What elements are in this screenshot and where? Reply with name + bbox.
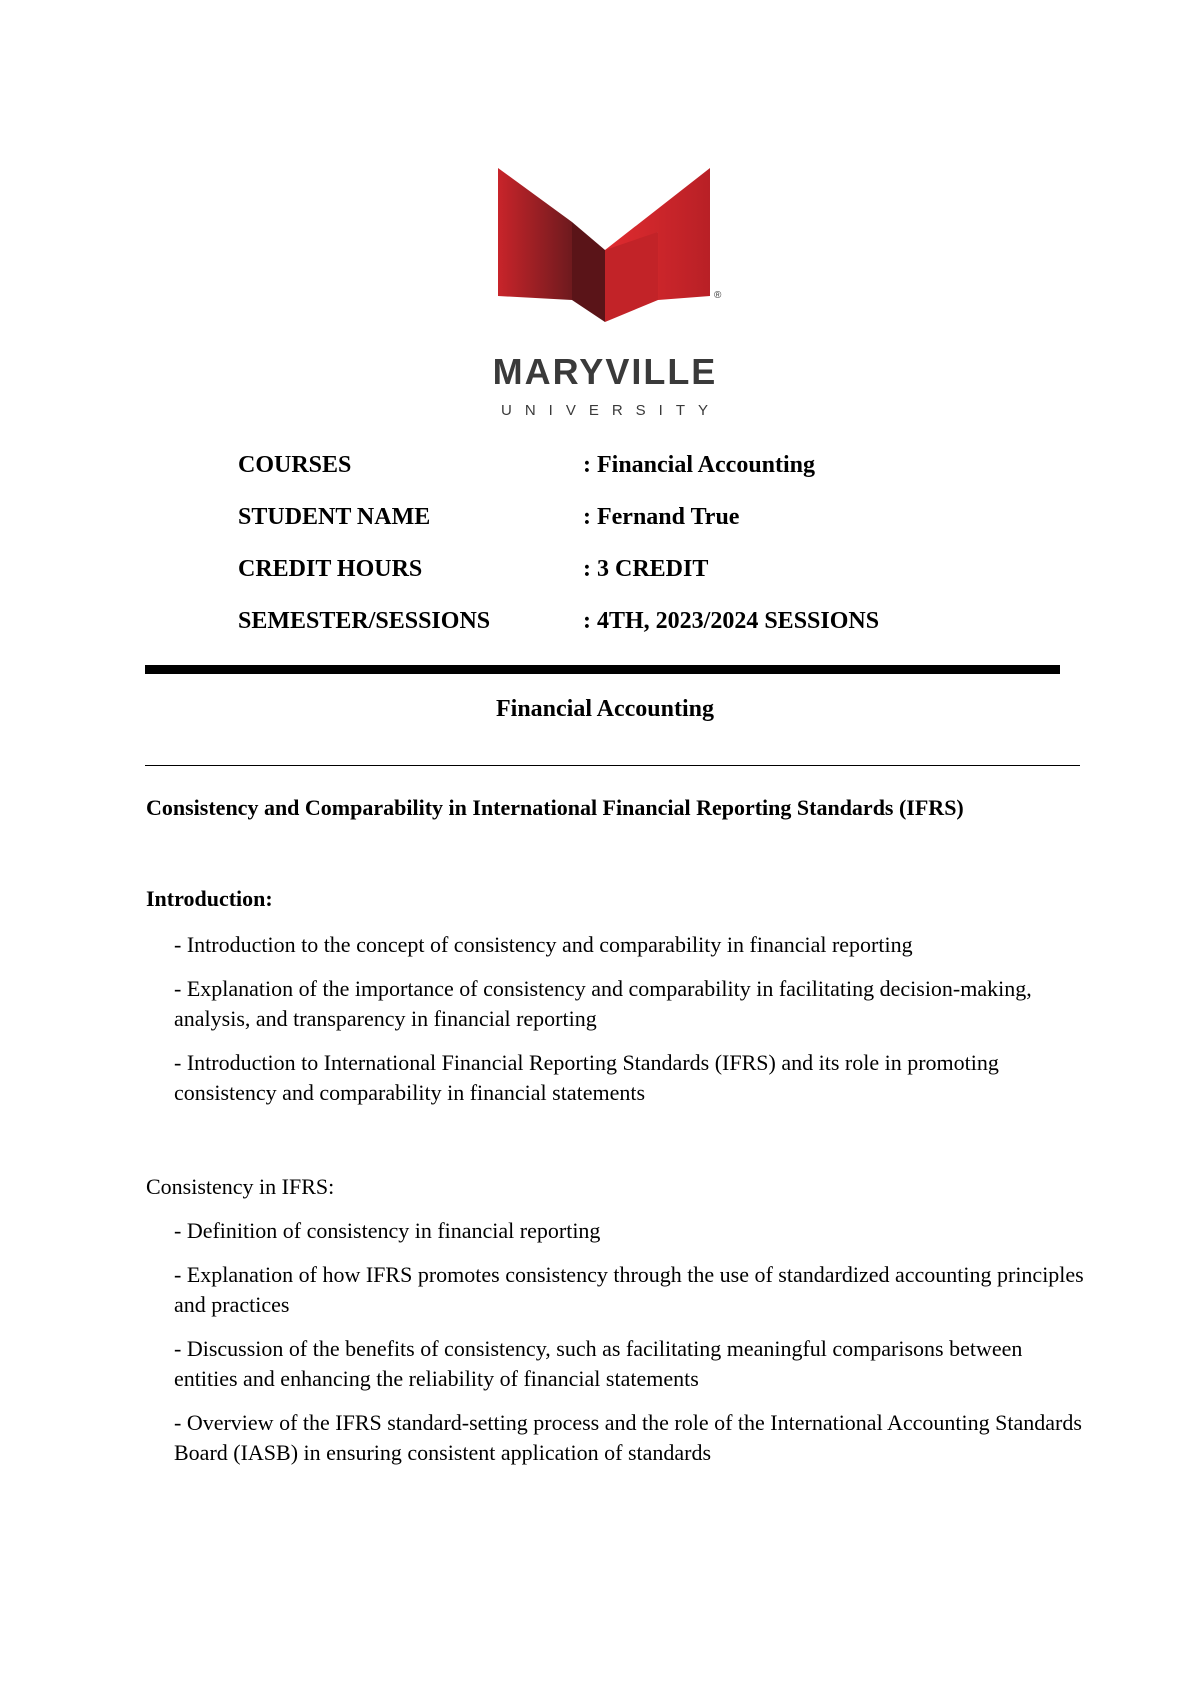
document-body bbox=[146, 792, 1086, 1468]
list-item: - Introduction to the concept of consistency and comparability in financial reporting bbox=[174, 932, 913, 957]
info-label: SEMESTER/SESSIONS bbox=[238, 608, 491, 634]
info-value: : Fernand True bbox=[583, 504, 740, 530]
introduction-list bbox=[146, 930, 1086, 1108]
list-item: - Discussion of the benefits of consistency, such as facilitating meaningful comparisons between entities and enhancing the reliability of financial statements bbox=[174, 1336, 1023, 1391]
thick-divider bbox=[145, 665, 1060, 674]
thin-divider bbox=[145, 765, 1080, 766]
logo-subtitle: UNIVERSITY bbox=[500, 402, 721, 419]
logo-wordmark bbox=[470, 352, 740, 419]
info-value: : 4TH, 2023/2024 SESSIONS bbox=[583, 608, 880, 634]
list-item: - Definition of consistency in financial reporting bbox=[174, 1218, 601, 1243]
info-label: CREDIT HOURS bbox=[238, 556, 423, 582]
document-title: Financial Accounting bbox=[495, 696, 715, 722]
section-heading-introduction: Introduction: bbox=[146, 886, 273, 911]
info-value: : Financial Accounting bbox=[583, 452, 816, 478]
registered-mark: ® bbox=[714, 290, 722, 301]
list-item: - Overview of the IFRS standard-setting process and the role of the International Accounting Standards Board (IASB) in ensuring consistent application of standards bbox=[174, 1410, 1082, 1465]
info-label: COURSES bbox=[238, 452, 352, 478]
m-logo-icon bbox=[470, 150, 740, 350]
document-subtitle: Consistency and Comparability in International Financial Reporting Standards (IFRS) bbox=[146, 795, 964, 820]
list-item: - Explanation of how IFRS promotes consistency through the use of standardized accounting principles and practices bbox=[174, 1262, 1084, 1317]
section-heading-consistency: Consistency in IFRS: bbox=[146, 1174, 335, 1199]
list-item: - Introduction to International Financial Reporting Standards (IFRS) and its role in promoting consistency and comparability in financial statements bbox=[174, 1050, 999, 1105]
info-label: STUDENT NAME bbox=[238, 504, 431, 530]
list-item: - Explanation of the importance of consistency and comparability in facilitating decision-making, analysis, and transparency in financial reporting bbox=[174, 976, 1032, 1031]
info-value: : 3 CREDIT bbox=[583, 556, 709, 582]
logo-name: MARYVILLE bbox=[492, 351, 718, 392]
consistency-list bbox=[146, 1216, 1086, 1468]
